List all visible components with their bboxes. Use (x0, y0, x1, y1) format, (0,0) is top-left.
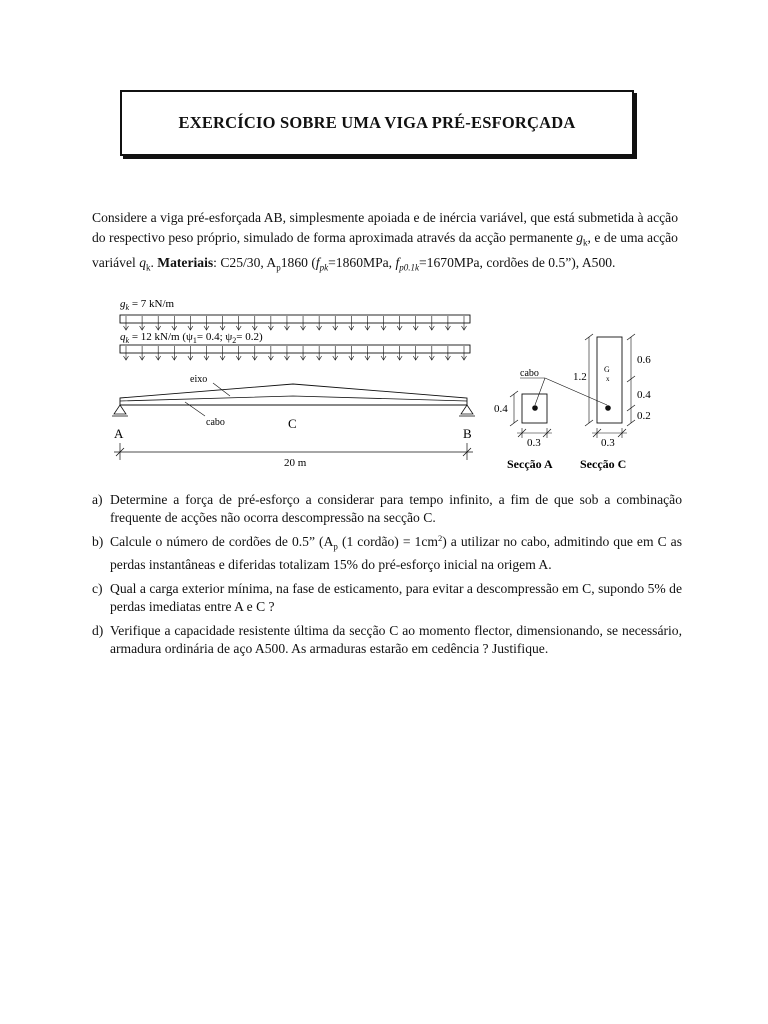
cable-profile (120, 396, 467, 401)
question-b-superscript: 2 (437, 533, 443, 543)
section-c-bottom-label: 0.2 (637, 410, 651, 422)
qk-symbol: q (139, 254, 146, 270)
document-title: EXERCÍCIO SOBRE UMA VIGA PRÉ-ESFORÇADA (178, 113, 576, 132)
section-c-cable-dot (605, 405, 611, 411)
question-label: d) (92, 622, 104, 638)
question-b (92, 533, 682, 574)
qk-load-strip (120, 345, 470, 353)
question-b-part-3: ) a utilizar no cabo, admitindo que em C as perdas instantâneas e diferidas totalizam 15% do pré-esforço inicial na origem A. (110, 534, 683, 572)
question-b-part-2: (1 cordão) = 1cm (337, 534, 438, 549)
intro-text-2: , e de uma acção variável (92, 229, 678, 270)
intro-text-6: =1860MPa, (328, 254, 396, 270)
fp01k-symbol: f (395, 254, 400, 270)
question-a (92, 491, 682, 527)
intro-text-3: . (150, 254, 158, 270)
section-a-height-label: 0.4 (494, 403, 508, 415)
cabo-beam-label: cabo (206, 417, 225, 428)
gk-symbol: g (576, 229, 584, 245)
question-text: Qual a carga exterior mínima, na fase de esticamento, para evitar a descompressão em C, supondo 5% de perdas imediatas entre A e C ? (110, 580, 682, 614)
intro-text-1: Considere a viga pré-esforçada AB, simplesmente apoiada e de inércia variável, que está submetida à acção do respectivo peso próprio, simulado de forma aproximada através da acção permanente (92, 210, 678, 245)
section-a-title: Secção A (507, 457, 553, 471)
cabo-beam-leader (185, 402, 205, 416)
cabo-leader-a (535, 378, 545, 405)
question-label: c) (92, 580, 103, 596)
centroid-x-icon: x (606, 375, 610, 383)
gk-load-strip (120, 315, 470, 323)
section-c-width-label: 0.3 (601, 437, 615, 449)
section-a-cable-dot (532, 405, 538, 411)
intro-text-4: : C25/30, A (213, 254, 277, 270)
question-c (92, 580, 682, 616)
qk-subscript: k (145, 262, 151, 273)
intro-text-7: =1670MPa, cordões de 0.5”), A500. (419, 254, 616, 270)
qk-load-label: $q_k = 12$ kN/m ($\psi_1= 0.4$; $\psi_2= 0.2$) (120, 331, 263, 345)
questions-list (92, 491, 682, 664)
question-text: Determine a força de pré-esforço a considerar para tempo infinito, a fim de que sob a combinação frequente de acções não ocorra descompressão na secção C. (110, 492, 682, 525)
point-c-label: C (288, 416, 297, 431)
ap-subscript: p (276, 262, 281, 273)
section-c-height-label: 1.2 (573, 371, 587, 383)
section-c-mid-label: 0.4 (637, 389, 651, 401)
question-b-part-1: Calcule o número de cordões de 0.5” (A (110, 534, 334, 549)
support-a-label: A (114, 426, 124, 441)
cabo-section-label: cabo (520, 368, 539, 379)
question-label: b) (92, 534, 104, 549)
materiais-label: Materiais (157, 254, 214, 270)
fpk-symbol: f (315, 254, 320, 270)
question-b-subscript: p (333, 541, 338, 552)
section-c-title: Secção C (580, 457, 627, 471)
centroid-g-label: G (604, 365, 610, 374)
section-a-width-label: 0.3 (527, 437, 541, 449)
intro-text-5: 1860 ( (280, 254, 316, 270)
section-c-top-label: 0.6 (637, 354, 651, 366)
question-label: a) (92, 492, 103, 507)
fp01k-subscript: p0.1k (399, 262, 420, 273)
support-b-icon (461, 405, 473, 414)
span-label: 20 m (284, 457, 307, 469)
gk-subscript: k (583, 237, 588, 248)
support-a-icon (114, 405, 126, 414)
question-text: Verifique a capacidade resistente última da secção C ao momento flector, dimensionando, se necessário, armadura ordinária de aço A500. As armaduras estarão em cedência ? Justifique. (110, 622, 682, 656)
question-d (92, 622, 682, 658)
gk-load-label: $g_k = 7$ kN/m (120, 298, 175, 312)
eixo-label: eixo (190, 374, 208, 385)
question-text (110, 533, 682, 574)
fpk-subscript: pk (319, 262, 329, 273)
support-b-label: B (463, 426, 472, 441)
beam-outline (120, 384, 467, 405)
